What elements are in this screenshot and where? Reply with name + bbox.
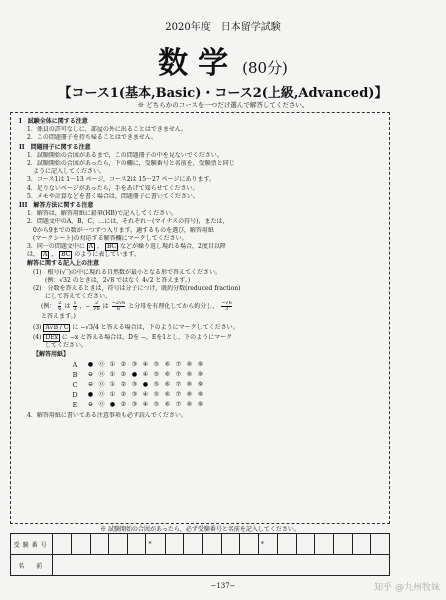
answer-box-abc: A√B / C [45, 323, 69, 331]
digit-cell[interactable] [334, 534, 353, 555]
example-fraction [112, 301, 126, 312]
entry-note-3 [19, 324, 383, 332]
bubble: ⓪ [98, 391, 105, 399]
bubble: ③ [131, 361, 138, 369]
name-row [11, 555, 390, 576]
bubble: ① [109, 361, 116, 369]
fraction-example [19, 301, 383, 313]
digit-cell[interactable] [165, 534, 184, 555]
s3-item-4: 4．解答用紙に書いてある注意事項も必ず読んでください。 [27, 412, 187, 420]
numerator: 2 [58, 301, 62, 307]
bubble: ⑦ [175, 361, 182, 369]
section-2-title: II 問題冊子に関する注意 [19, 143, 91, 151]
bubble: ② [120, 381, 127, 389]
entry-note: (例：√32 のときは，2√8 ではなく 4√2 と答えます。) [33, 276, 191, 284]
exam-number-label: 受験番号 [11, 534, 53, 555]
bubble: ④ [142, 361, 149, 369]
entry-note-4 [19, 334, 383, 342]
bubble: ⑦ [175, 381, 182, 389]
example-fraction [58, 301, 61, 312]
bubble: ② [120, 371, 127, 379]
row-label: A [72, 361, 78, 370]
bubble: ● [87, 391, 94, 399]
entry-note-4-cont: してください。 [33, 342, 88, 350]
numerator: 2 [94, 301, 99, 307]
bubble: ⑨ [197, 401, 204, 409]
course-line: 【コース1(基本,Basic)・コース2(上級,Advanced)】 [58, 86, 388, 101]
bubble: ⑤ [153, 371, 160, 379]
example-fraction [73, 301, 76, 312]
subject-title [0, 38, 446, 82]
bubble: ⑧ [186, 371, 193, 379]
s3-item-3-cont [19, 251, 383, 259]
time-limit: (80分) [242, 59, 288, 77]
bubble: ⑨ [197, 391, 204, 399]
bubble: ⑦ [175, 401, 182, 409]
item-text: に −x と答える場合は，Dを −，Eを1とし，下のようにマーク [61, 333, 233, 341]
digit-cell[interactable] [53, 534, 72, 555]
entry-note: (1) 根号(√‾)の中に現れる自然数が最小となる形で答えてください。 [33, 268, 222, 276]
s2-item: 5．メモや計算などを書く場合は，問題冊子に書いてください。 [27, 192, 199, 200]
bubble: ⑥ [164, 371, 171, 379]
bubble: ● [131, 371, 138, 379]
bubble: ⑥ [164, 391, 171, 399]
bubble: ⑨ [197, 371, 204, 379]
s3-item3-cont-post: のように表しています。 [74, 251, 140, 259]
section-3-title: III 解答方法に関する注意 [19, 202, 94, 210]
bubble: ⊖ [87, 371, 94, 379]
bubble: ⑥ [164, 361, 171, 369]
answer-box-a-repeat: A [42, 251, 48, 259]
s3-item3-pre: 3．同一の問題文中に [27, 243, 85, 251]
example-text: と分母を有理化してから約分し， [128, 303, 219, 311]
instructions-box [10, 112, 390, 524]
bubble: ① [109, 391, 116, 399]
digit-cell[interactable] [278, 534, 297, 555]
name-label: 名 前 [11, 555, 53, 576]
bubble: ● [109, 401, 116, 409]
example-text: は [64, 303, 71, 311]
answer-sheet-title: 【解答用紙】 [33, 351, 70, 359]
example-end: と答えます。) [41, 313, 76, 321]
grid-row-c [65, 380, 383, 390]
denominator: 6 [58, 306, 62, 313]
row-label: E [72, 401, 78, 410]
numerator: −2√6 [111, 301, 126, 307]
s3-item: 1．解答は，解答用紙に鉛筆(HB)で記入してください。 [27, 210, 178, 218]
s3-item-3 [19, 243, 383, 251]
row-label: B [72, 371, 78, 380]
digit-cell[interactable] [127, 534, 146, 555]
bubble: ④ [142, 401, 149, 409]
digit-cell[interactable] [90, 534, 109, 555]
bubble: ⑤ [153, 381, 160, 389]
bubble: ① [109, 381, 116, 389]
bubble: ⑦ [175, 391, 182, 399]
bubble: ⊖ [87, 381, 94, 389]
bubble: ④ [142, 391, 149, 399]
bubble: ⓪ [98, 381, 105, 389]
digit-cell[interactable] [202, 534, 221, 555]
bubble: ⑧ [186, 381, 193, 389]
denominator: 3 [224, 306, 229, 313]
bubble: ⊖ [87, 401, 94, 409]
item-label: (3) [33, 323, 42, 331]
choose-note: ※ どちらかのコースを一つだけ選んで解答してください。 [137, 101, 309, 109]
s3-item: 0から9までの数が一つずつ入ります。適するものを選び，解答用紙 [27, 226, 214, 234]
bubble: ⓪ [98, 371, 105, 379]
bubble: ⑨ [197, 361, 204, 369]
example-pre: (例： [41, 303, 56, 311]
digit-cell[interactable] [352, 534, 371, 555]
numerator: −√6 [221, 301, 232, 307]
exam-number-row [11, 534, 390, 555]
digit-cell[interactable] [315, 534, 334, 555]
bubble: ① [109, 371, 116, 379]
star-cell: * [146, 534, 165, 555]
entry-note: にして答えてください。 [33, 293, 112, 301]
bubble: ② [120, 401, 127, 409]
digit-cell[interactable] [296, 534, 315, 555]
watermark: 知乎 @九州牧妹 [374, 583, 440, 593]
bubble: ⑧ [186, 361, 193, 369]
s2-item: ように記入してください。 [27, 168, 106, 176]
bubble: ⑦ [175, 371, 182, 379]
example-text: は [102, 303, 109, 311]
s1-item: 2．この問題冊子を持ち帰ることはできません。 [27, 134, 158, 142]
bubble: ● [142, 381, 149, 389]
page-number: −137− [210, 582, 236, 590]
s3-item: (マークシート)の対応する解答欄にマークしてください。 [27, 234, 188, 242]
bubble: ⑧ [186, 401, 193, 409]
bubble: ● [87, 361, 94, 369]
bubble: ⓪ [98, 401, 105, 409]
s3-item3-cont-mid: ， [51, 251, 58, 259]
example-fraction [221, 301, 232, 312]
item-label: (4) [33, 333, 42, 341]
bubble: ③ [131, 381, 138, 389]
row-label: D [72, 391, 78, 400]
bubble: ⑥ [164, 401, 171, 409]
grid-row-b [65, 370, 383, 380]
s2-item: 3．コース1は 1〜13 ページ，コース2は 15〜27 ページにあります。 [27, 176, 216, 184]
digit-cell[interactable] [184, 534, 203, 555]
numerator: 1 [73, 301, 77, 307]
denominator: 3 [73, 306, 77, 313]
bubble: ⑤ [153, 391, 160, 399]
bubble: ② [120, 361, 127, 369]
item-text: に −√3/4 と答える場合は，下のようにマークしてください。 [72, 323, 239, 331]
grid-row-a [65, 360, 383, 370]
digit-cell[interactable] [71, 534, 90, 555]
bottom-note: ※ 試験開始の合図があったら，必ず受験番号と名前を記入してください。 [100, 526, 300, 533]
digit-cell[interactable] [371, 534, 390, 555]
answer-box-a: A [88, 243, 94, 251]
digit-cell[interactable] [240, 534, 259, 555]
denominator: 6 [116, 306, 121, 313]
answer-box-de: DEx [45, 333, 58, 341]
name-field[interactable] [53, 555, 390, 576]
bubble: ③ [131, 391, 138, 399]
bubble: ⑤ [153, 401, 160, 409]
section-1-title: I 試験全体に関する注意 [19, 118, 88, 125]
s3-item3-mid: ， [97, 243, 104, 251]
subject-name: 数学 [158, 46, 239, 81]
s3-item3-cont-pre: は， [27, 251, 40, 259]
entry-notes-title: 解答に関する記入上の注意 [27, 260, 100, 268]
bubble: ④ [142, 371, 149, 379]
row-label: C [72, 381, 78, 390]
bubble: ⑥ [164, 381, 171, 389]
grid-row-e [65, 400, 383, 410]
grid-row-d [65, 390, 383, 400]
identification-table [10, 533, 390, 576]
s3-item: 2．問題文中のA，B，C，…には，それぞれ－(マイナスの符号)，または， [27, 218, 229, 226]
answer-grid [65, 360, 383, 410]
answer-box-bc: BC [106, 243, 117, 251]
denominator: √6 [93, 306, 100, 313]
bubble: ③ [131, 401, 138, 409]
entry-note: (2) 分数を答えるときは，符号は分子につけ，既約分数(reduced fraction) [33, 285, 241, 293]
s2-item: 1．試験開始の合図があるまで，この問題冊子の中を見ないでください。 [27, 151, 223, 159]
bubble: ⑧ [186, 391, 193, 399]
digit-cell[interactable] [221, 534, 240, 555]
answer-box-bc-repeat: BC [61, 251, 71, 259]
s2-item: 4．足りないページがあったら，手をあげて知らせてください。 [27, 184, 199, 192]
example-text: ，− [79, 303, 91, 311]
s3-item3-post: などが繰り返し現れる場合，2度目以降 [120, 243, 226, 251]
example-fraction [93, 301, 99, 312]
bubble: ⑨ [197, 381, 204, 389]
year-line: 2020年度 日本留学試験 [165, 22, 281, 33]
digit-cell[interactable] [109, 534, 128, 555]
bubble: ⑤ [153, 361, 160, 369]
s2-item: 2．試験開始の合図があったら，下の欄に，受験番号と名前を，受験票と同じ [27, 160, 235, 168]
bubble: ② [120, 391, 127, 399]
s1-item: 1．係員の許可なしに，部屋の外に出ることはできません。 [27, 126, 188, 134]
star-cell: * [258, 534, 277, 555]
bubble: ⓪ [98, 361, 105, 369]
